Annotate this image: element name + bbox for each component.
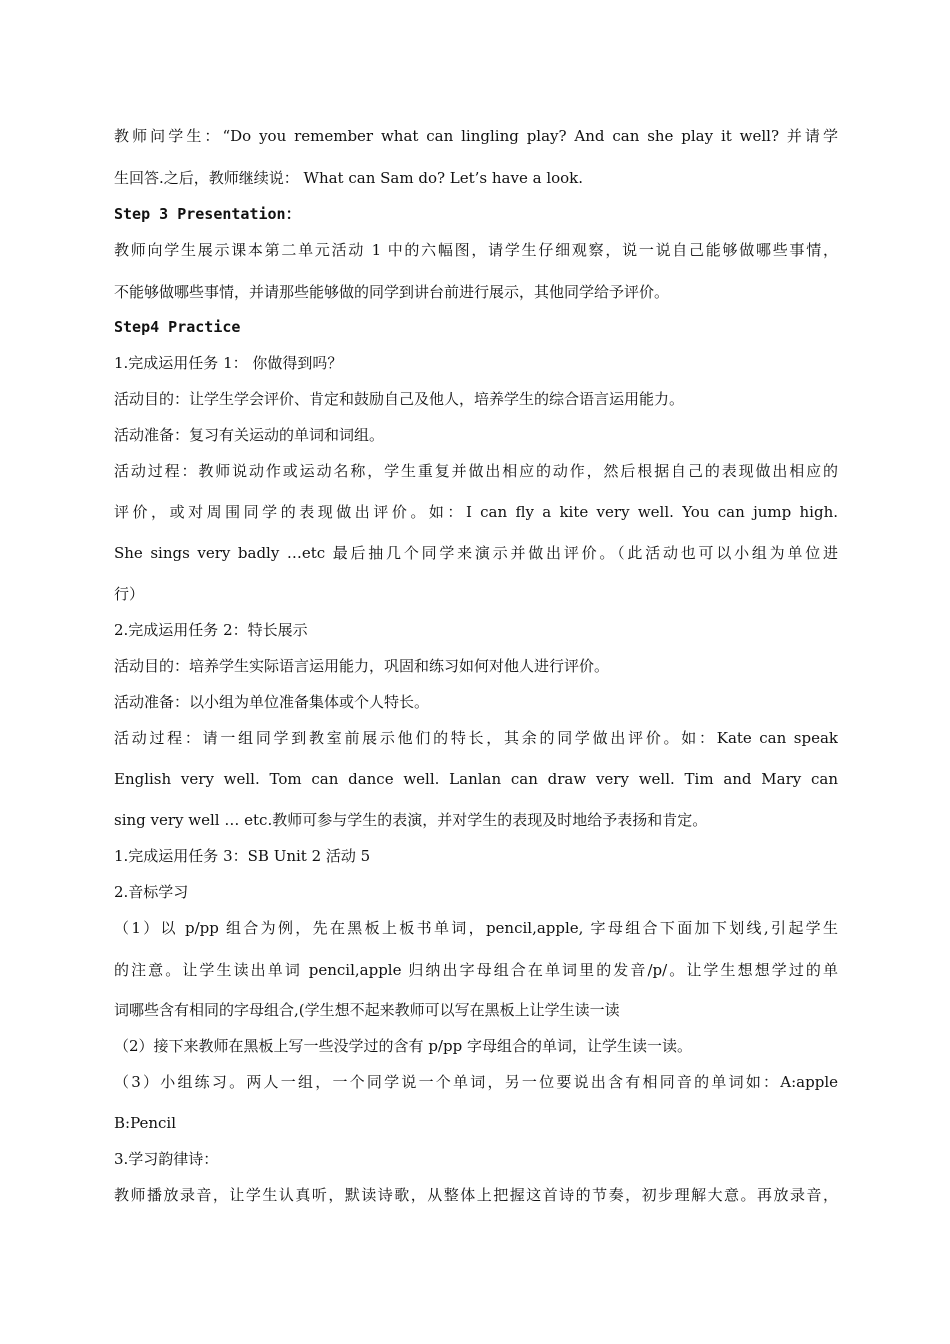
- paragraph-line: 不能够做哪些事情，并请那些能够做的同学到讲台前进行展示，其他同学给予评价。: [114, 283, 670, 301]
- paragraph-line: 生回答.之后，教师继续说： What can Sam do? Let’s have a look.: [114, 169, 584, 187]
- paragraph-line: （1）以 p/pp 组合为例，先在黑板上板书单词，pencil,apple, 字母组合下面加下划线,引起学生: [114, 919, 838, 937]
- paragraph-line: English very well. Tom can dance well. Lanlan can draw very well. Tim and Mary can: [114, 770, 838, 788]
- paragraph-line: 活动目的：让学生学会评价、肯定和鼓励自己及他人，培养学生的综合语言运用能力。: [114, 390, 685, 408]
- paragraph-line: 教师问学生：“Do you remember what can lingling play? And can she play it well? 并请学: [114, 127, 838, 145]
- paragraph-line: 评价，或对周围同学的表现做出评价。如：I can fly a kite very well. You can jump high.: [114, 503, 838, 521]
- paragraph-line: 1.完成运用任务 3：SB Unit 2 活动 5: [114, 847, 371, 865]
- paragraph-line: 教师向学生展示课本第二单元活动 1 中的六幅图，请学生仔细观察，说一说自己能够做哪些事情，: [114, 241, 838, 259]
- paragraph-line: 活动过程：教师说动作或运动名称，学生重复并做出相应的动作，然后根据自己的表现做出相应的: [114, 462, 838, 480]
- paragraph-line: B:Pencil: [114, 1114, 177, 1132]
- paragraph-line: 2.完成运用任务 2：特长展示: [114, 621, 308, 639]
- paragraph-line: 词哪些含有相同的字母组合,(学生想不起来教师可以写在黑板上让学生读一读: [114, 1001, 620, 1019]
- paragraph-line: 活动准备：以小组为单位准备集体或个人特长。: [114, 693, 430, 711]
- paragraph-line: 的注意。让学生读出单词 pencil,apple 归纳出字母组合在单词里的发音/p/。让学生想想学过的单: [114, 961, 838, 979]
- paragraph-line: sing very well … etc.教师可参与学生的表演，并对学生的表现及时地给予表扬和肯定。: [114, 811, 708, 829]
- paragraph-line: 2.音标学习: [114, 883, 189, 901]
- section-heading: Step 3 Presentation：: [114, 205, 301, 223]
- paragraph-line: 活动目的：培养学生实际语言运用能力，巩固和练习如何对他人进行评价。: [114, 657, 610, 675]
- paragraph-line: 行）: [114, 585, 145, 603]
- paragraph-line: 教师播放录音，让学生认真听，默读诗歌，从整体上把握这首诗的节奏，初步理解大意。再放录音，: [114, 1186, 838, 1204]
- paragraph-line: （3）小组练习。两人一组，一个同学说一个单词，另一位要说出含有相同音的单词如：A:apple: [114, 1073, 838, 1091]
- paragraph-line: 1.完成运用任务 1： 你做得到吗？: [114, 354, 343, 372]
- paragraph-line: 活动准备：复习有关运动的单词和词组。: [114, 426, 385, 444]
- paragraph-line: She sings very badly …etc 最后抽几个同学来演示并做出评价。（此活动也可以小组为单位进: [114, 544, 838, 562]
- section-heading: Step4 Practice: [114, 318, 241, 336]
- paragraph-line: 3.学习韵律诗：: [114, 1150, 219, 1168]
- paragraph-line: （2）接下来教师在黑板上写一些没学过的含有 p/pp 字母组合的单词，让学生读一读。: [114, 1037, 692, 1055]
- paragraph-line: 活动过程：请一组同学到教室前展示他们的特长，其余的同学做出评价。如：Kate can speak: [114, 729, 838, 747]
